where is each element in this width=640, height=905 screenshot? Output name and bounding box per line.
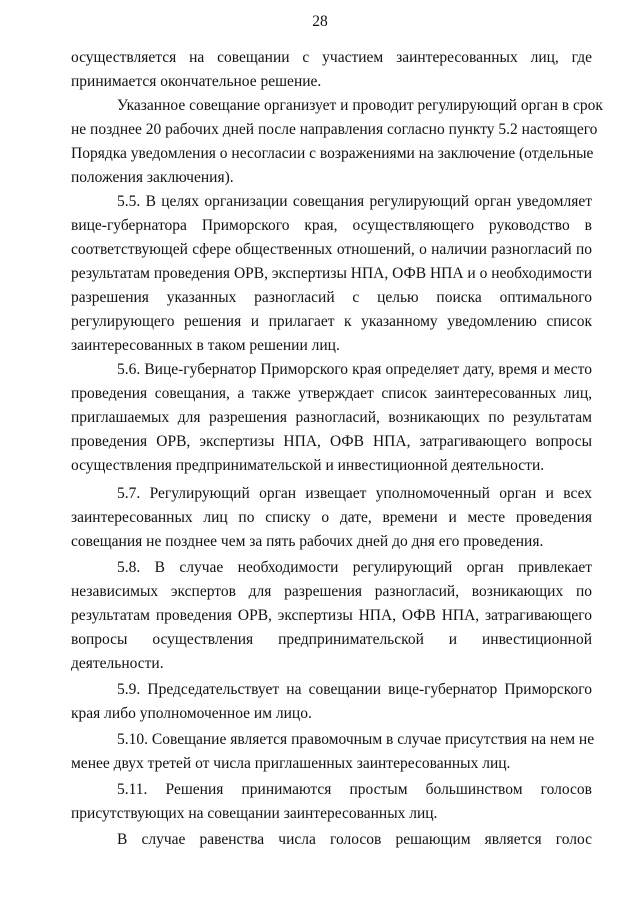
text-line: не позднее 20 рабочих дней после направления согласно пункту 5.2 настоящего: [71, 121, 598, 138]
text-line: соответствующей сфере общественных отношений, о наличии разногласий по: [71, 241, 592, 258]
text-line: 5.10. Совещание является правомочным в случае присутствия на нем не: [117, 731, 595, 748]
text-line: заинтересованных в таком решении лиц.: [71, 337, 340, 354]
text-line: разрешения указанных разногласий с целью поиска оптимального: [71, 289, 592, 306]
text-line: деятельности.: [71, 655, 164, 672]
text-line: присутствующих на совещании заинтересованных лиц.: [71, 805, 438, 822]
text-line: проведения ОРВ, экспертизы НПА, ОФВ НПА, затрагивающего вопросы: [71, 433, 592, 450]
text-line: 5.6. Вице-губернатор Приморского края определяет дату, время и место: [117, 361, 592, 378]
text-line: результатам проведения ОРВ, экспертизы НПА, ОФВ НПА, затрагивающего: [71, 607, 592, 624]
text-line: вице-губернатора Приморского края, осуществляющего руководство в: [71, 217, 592, 234]
text-line: проведения совещания, а также утверждает список заинтересованных лиц,: [71, 385, 592, 402]
text-line: осуществления предпринимательской и инвестиционной деятельности.: [71, 457, 545, 474]
text-line: положения заключения).: [71, 169, 234, 186]
page-number: 28: [312, 13, 328, 30]
text-line: 5.8. В случае необходимости регулирующий орган привлекает: [117, 559, 592, 576]
text-line: приглашаемых для разрешения разногласий, возникающих по результатам: [71, 409, 592, 426]
text-line: принимается окончательное решение.: [71, 73, 322, 90]
text-line: регулирующего решения и прилагает к указанному уведомлению список: [71, 313, 592, 330]
text-line: совещания не позднее чем за пять рабочих дней до дня его проведения.: [71, 533, 544, 550]
text-line: Указанное совещание организует и проводит регулирующий орган в срок: [117, 97, 603, 114]
text-line: Порядка уведомления о несогласии с возражениями на заключение (отдельные: [71, 145, 594, 162]
text-line: края либо уполномоченное им лицо.: [71, 705, 312, 722]
text-line: В случае равенства числа голосов решающим является голос: [117, 831, 592, 848]
text-line: вопросы осуществления предпринимательской и инвестиционной: [71, 631, 592, 648]
text-line: результатам проведения ОРВ, экспертизы НПА, ОФВ НПА и о необходимости: [71, 265, 592, 282]
text-line: 5.9. Председательствует на совещании вице-губернатор Приморского: [117, 681, 592, 698]
text-line: заинтересованных лиц по списку о дате, времени и месте проведения: [71, 509, 592, 526]
text-line: независимых экспертов для разрешения разногласий, возникающих по: [71, 583, 592, 600]
text-line: осуществляется на совещании с участием заинтересованных лиц, где: [71, 49, 592, 66]
text-line: менее двух третей от числа приглашенных заинтересованных лиц.: [71, 755, 511, 772]
text-line: 5.7. Регулирующий орган извещает уполномоченный орган и всех: [117, 485, 592, 502]
text-line: 5.5. В целях организации совещания регулирующий орган уведомляет: [117, 193, 592, 210]
text-line: 5.11. Решения принимаются простым большинством голосов: [117, 781, 592, 798]
